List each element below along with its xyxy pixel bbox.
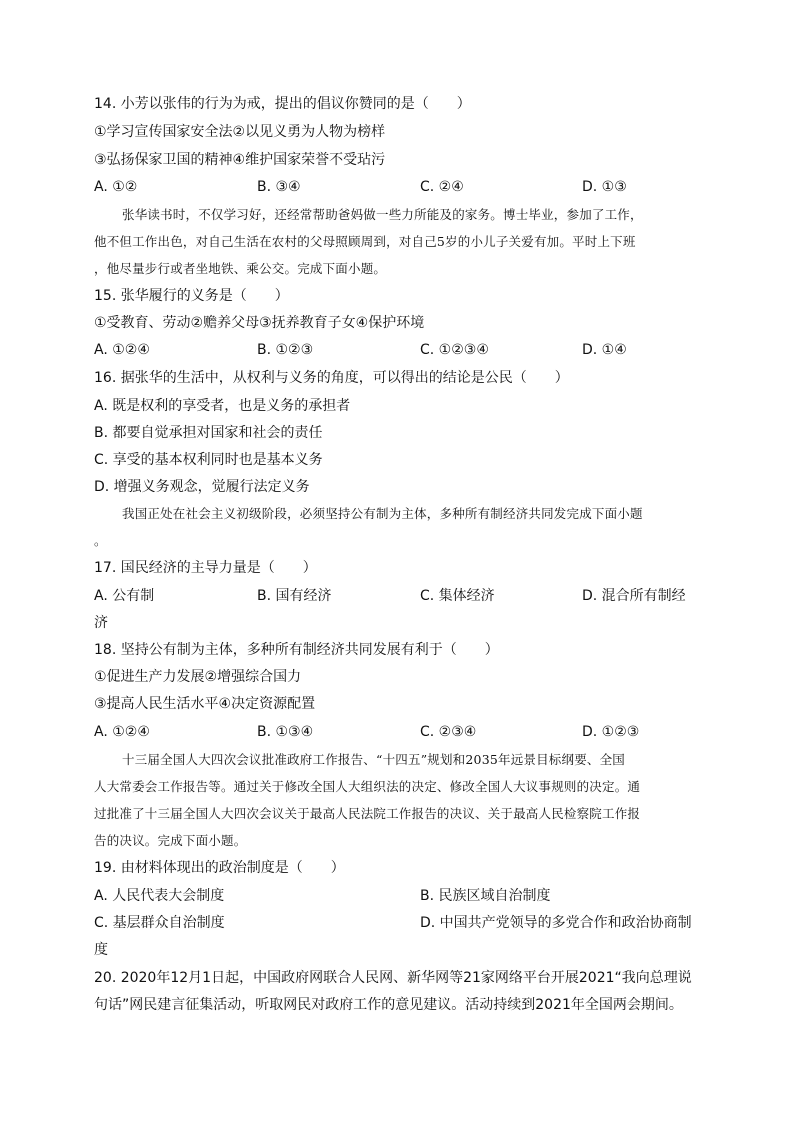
question-16-option-a: A. 既是权利的享受者，也是义务的承担者 xyxy=(94,398,351,414)
question-18-statements-line-1: ①促进生产力发展②增强综合国力 xyxy=(94,669,302,685)
question-17-option-d-wrap: 济 xyxy=(94,615,108,631)
question-15-statements: ①受教育、劳动②赡养父母③抚养教育子女④保护环境 xyxy=(94,315,425,331)
question-16-option-c: C. 享受的基本权利同时也是基本义务 xyxy=(94,452,323,468)
question-19-option-c: C. 基层群众自治制度 xyxy=(94,915,225,931)
question-19-option-d: D. 中国共产党领导的多党合作和政治协商制 xyxy=(420,915,692,931)
question-18-option-c: C. ②③④ xyxy=(420,724,477,740)
question-17-option-d: D. 混合所有制经 xyxy=(582,588,686,604)
material-3-line-2: 人大常委会工作报告等。通过关于修改全国人大组织法的决定、修改全国人大议事规则的决定。通 xyxy=(94,779,641,794)
material-3-line-4: 告的决议。完成下面小题。 xyxy=(94,833,247,848)
question-20-stem-line-2: 句话”网民建言征集活动，听取网民对政府工作的意见建议。活动持续到2021年全国两会期间。 xyxy=(94,997,683,1013)
material-3-line-1: 十三届全国人大四次会议批准政府工作报告、“十四五”规划和2035年远景目标纲要、全国 xyxy=(122,752,625,767)
material-1-line-2: 他不但工作出色，对自己生活在农村的父母照顾周到，对自己5岁的小儿子关爱有加。平时上下班 xyxy=(94,234,636,249)
question-17-option-b: B. 国有经济 xyxy=(257,588,332,604)
material-3-line-3: 过批准了十三届全国人大四次会议关于最高人民法院工作报告的决议、关于最高人民检察院工作报 xyxy=(94,806,641,821)
question-17-option-c: C. 集体经济 xyxy=(420,588,495,604)
question-19-option-d-wrap: 度 xyxy=(94,942,108,958)
question-18-stem: 18. 坚持公有制为主体，多种所有制经济共同发展有利于（ ） xyxy=(94,642,499,658)
question-16-option-d: D. 增强义务观念，觉履行法定义务 xyxy=(94,479,310,495)
question-15-option-d: D. ①④ xyxy=(582,342,627,358)
question-18-option-d: D. ①②③ xyxy=(582,724,640,740)
question-20-stem-line-1: 20. 2020年12月1日起，中国政府网联合人民网、新华网等21家网络平台开展2021“我向总理说 xyxy=(94,970,692,986)
material-2-line-2: 。 xyxy=(94,533,107,548)
question-14-stem: 14. 小芳以张伟的行为为戒，提出的倡议你赞同的是（ ） xyxy=(94,96,471,112)
question-15-stem: 15. 张华履行的义务是（ ） xyxy=(94,288,289,304)
material-1-line-1: 张华读书时，不仅学习好，还经常帮助爸妈做一些力所能及的家务。博士毕业，参加了工作， xyxy=(122,207,643,222)
question-15-option-c: C. ①②③④ xyxy=(420,342,489,358)
question-14-option-a: A. ①② xyxy=(94,179,138,195)
question-15-option-a: A. ①②④ xyxy=(94,342,150,358)
question-19-stem: 19. 由材料体现出的政治制度是（ ） xyxy=(94,860,345,876)
question-14-statements-line-2: ③弘扬保家卫国的精神④维护国家荣誉不受玷污 xyxy=(94,152,386,168)
question-17-option-a: A. 公有制 xyxy=(94,588,155,604)
question-17-stem: 17. 国民经济的主导力量是（ ） xyxy=(94,560,317,576)
question-14-statements-line-1: ①学习宣传国家安全法②以见义勇为人物为榜样 xyxy=(94,124,386,140)
question-19-option-b: B. 民族区域自治制度 xyxy=(420,888,551,904)
question-18-option-a: A. ①②④ xyxy=(94,724,150,740)
question-14-option-d: D. ①③ xyxy=(582,179,627,195)
question-14-option-c: C. ②④ xyxy=(420,179,464,195)
question-19-option-a: A. 人民代表大会制度 xyxy=(94,888,225,904)
material-1-line-3: ，他尽量步行或者坐地铁、乘公交。完成下面小题。 xyxy=(94,261,387,276)
question-18-statements-line-2: ③提高人民生活水平④决定资源配置 xyxy=(94,696,316,712)
question-14-option-b: B. ③④ xyxy=(257,179,301,195)
question-18-option-b: B. ①③④ xyxy=(257,724,314,740)
material-2-line-1: 我国正处在社会主义初级阶段，必须坚持公有制为主体，多种所有制经济共同发完成下面小题 xyxy=(122,506,643,521)
question-16-stem: 16. 据张华的生活中，从权利与义务的角度，可以得出的结论是公民（ ） xyxy=(94,370,569,386)
question-16-option-b: B. 都要自觉承担对国家和社会的责任 xyxy=(94,425,323,441)
question-15-option-b: B. ①②③ xyxy=(257,342,314,358)
